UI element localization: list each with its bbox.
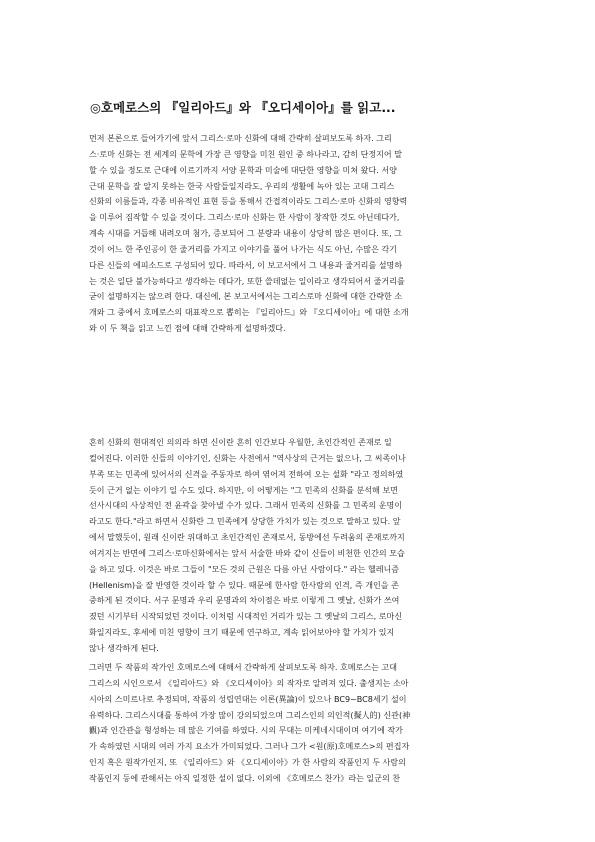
text-line: 중하게 된 것이다. 서구 문명과 우리 문명과의 차이점은 바로 이렇게 그 옛날, 신화가 쓰여 (89, 596, 400, 606)
text-line: 스·로마 신화는 전 세계의 문학에 가장 큰 영향을 미친 원인 중 하나라고, 감히 단정지어 말 (89, 149, 402, 159)
text-line: 할 수 있을 정도로 근대에 이르기까지 서양 문학과 미술에 대단한 영향을 미쳐 왔다. 서양 (89, 165, 397, 175)
text-line: 다른 신들의 에피소드로 구성되어 있다. 따라서, 이 보고서에서 그 내용과 줄거리를 설명하 (89, 260, 403, 270)
text-line: 근대 문학을 잘 알지 못하는 한국 사람들일지라도, 우리의 생활에 녹아 있는 고대 그리스 (89, 181, 395, 191)
text-line: 듯이 근거 없는 이야기 일 수도 있다. 하지만, 이 어떻게는 "그 민족의 신화를 분석해 보면 (89, 485, 398, 495)
text-line: 인지 혹은 원작가인지, 또 《일리아드》와 《오디세이아》가 한 사람의 작품인지 두 사람의 (89, 758, 406, 768)
text-line: 컬어진다. 이러한 신들의 이야기인, 신화는 사전에서 "역사상의 근거는 없으나, 그 씨족이나 (89, 453, 406, 463)
text-line: 않나 생각하게 된다. (89, 643, 159, 653)
paragraph-3 (89, 660, 517, 787)
text-line: 을 미루어 짐작할 수 있을 것이다. 그리스·로마 신화는 한 사람이 창작한 것도 아닌데다가, (89, 213, 400, 223)
text-line: 시아의 스미르나로 추정되며, 작품의 성립연대는 이론(異論)이 있으나 BC9~BC8세기 설이 (89, 694, 407, 704)
text-line: 觀)과 인간관을 형성하는 데 많은 기여를 하였다. 시의 무대는 미케네시대이며 여기에 작가 (89, 726, 403, 736)
text-line: 먼저 본론으로 들어가기에 앞서 그리스·로마 신화에 대해 간략히 살펴보도록 하자. 그리 (89, 134, 392, 143)
text-line: (Hellenism)을 잘 반영한 것이라 할 수 있다. 때문에 한사람 한사람의 인격, 즉 개인을 존 (89, 580, 399, 590)
paragraph-1 (89, 131, 517, 337)
text-line: 가 속하였던 시대의 여러 가지 요소가 가미되었다. 그러나 그가 <원(原)호메로스>의 편집자 (89, 742, 410, 752)
text-line: 그러면 두 작품의 작가인 호메로스에 대해서 간략하게 살펴보도록 하자. 호메로스는 고대 (89, 663, 397, 672)
text-line: 을 하고 있다. 이것은 바로 그들이 "모든 것의 근원은 다름 아닌 사람이다." 라는 헬레니즘 (89, 564, 400, 574)
text-line: 계속 시대를 거듭해 내려오며 첨가, 증보되어 그 분량과 내용이 상당히 많은 편이다. 또, 그 (89, 229, 402, 239)
text-line: 것이 어느 한 주인공이 한 줄거리를 가지고 이야기를 풀어 나가는 식도 아닌, 수많은 각기 (89, 244, 397, 254)
text-line: 신화의 이름들과, 각종 비유적인 표현 등을 통해서 간접적이라도 그리스·로마 신화의 영향력 (89, 197, 408, 207)
text-line: 작품인지 등에 관해서는 아직 일정한 설이 없다. 이외에 《호메로스 찬가》라는 일군의 찬 (89, 773, 401, 783)
text-line: 개와 그 중에서 호메로스의 대표작으로 뽑히는 『일리아드』와 『오디세이아』에 대한 소개 (89, 308, 409, 318)
paragraph-2 (89, 435, 517, 657)
text-line: 그리스의 시인으로서 《일리아드》와 《오디세이아》의 작자로 알려져 있다. 출생지는 소아 (89, 678, 409, 688)
text-line: 와 이 두 책을 읽고 느낀 점에 대해 간략하게 설명하겠다. (89, 324, 286, 334)
text-line: 흔히 신화의 현대적인 의의라 하면 신이란 흔히 인간보다 우월한, 초인간적인 존재로 일 (89, 438, 392, 447)
text-line: 화일지라도, 후세에 미친 영향이 크기 때문에 연구하고, 계속 읽어보아야 할 가치가 있지 (89, 628, 395, 638)
text-line: 부족 또는 민족에 있어서의 신격을 주동자로 하여 엮어져 전하여 오는 설화 "라고 정의하였 (89, 469, 404, 479)
document-title: ◎호메로스의 『일리아드』와 『오디세이아』를 읽고... (90, 100, 396, 115)
text-line: 유력하다. 그리스시대를 통하여 가장 많이 강의되었으며 그리스인의 의인적(擬人的) 신관(神 (89, 710, 411, 720)
text-line: 여겨지는 반면에 그리스·로마신화에서는 앞서 서술한 바와 같이 신들이 비천한 인간의 모습 (89, 548, 405, 558)
text-line: 라고도 한다."라고 하면서 신화란 그 민족에게 상당한 가치가 있는 것으로 말하고 있다. 앞 (89, 517, 401, 527)
text-line: 는 것은 일단 불가능하다고 생각하는 데다가, 또한 쓸데없는 일이라고 생각되어서 줄거리를 (89, 276, 405, 286)
text-line: 에서 말했듯이, 원래 신이란 위대하고 초인간적인 존재로서, 동방에선 두려움의 존재로까지 (89, 533, 405, 543)
text-line: 졌던 시기부터 시작되었던 것이다. 이처럼 시대적인 거리가 있는 그 옛날의 그리스, 로마신 (89, 612, 403, 622)
text-line: 굳이 설명하지는 않으려 한다. 대신에, 본 보고서에서는 그리스로마 신화에 대한 간략한 소 (89, 292, 403, 302)
text-line: 선사시대의 사상적인 전 윤곽을 찾아낼 수가 있다. 그래서 민족의 신화를 그 민족의 운명이 (89, 501, 403, 511)
